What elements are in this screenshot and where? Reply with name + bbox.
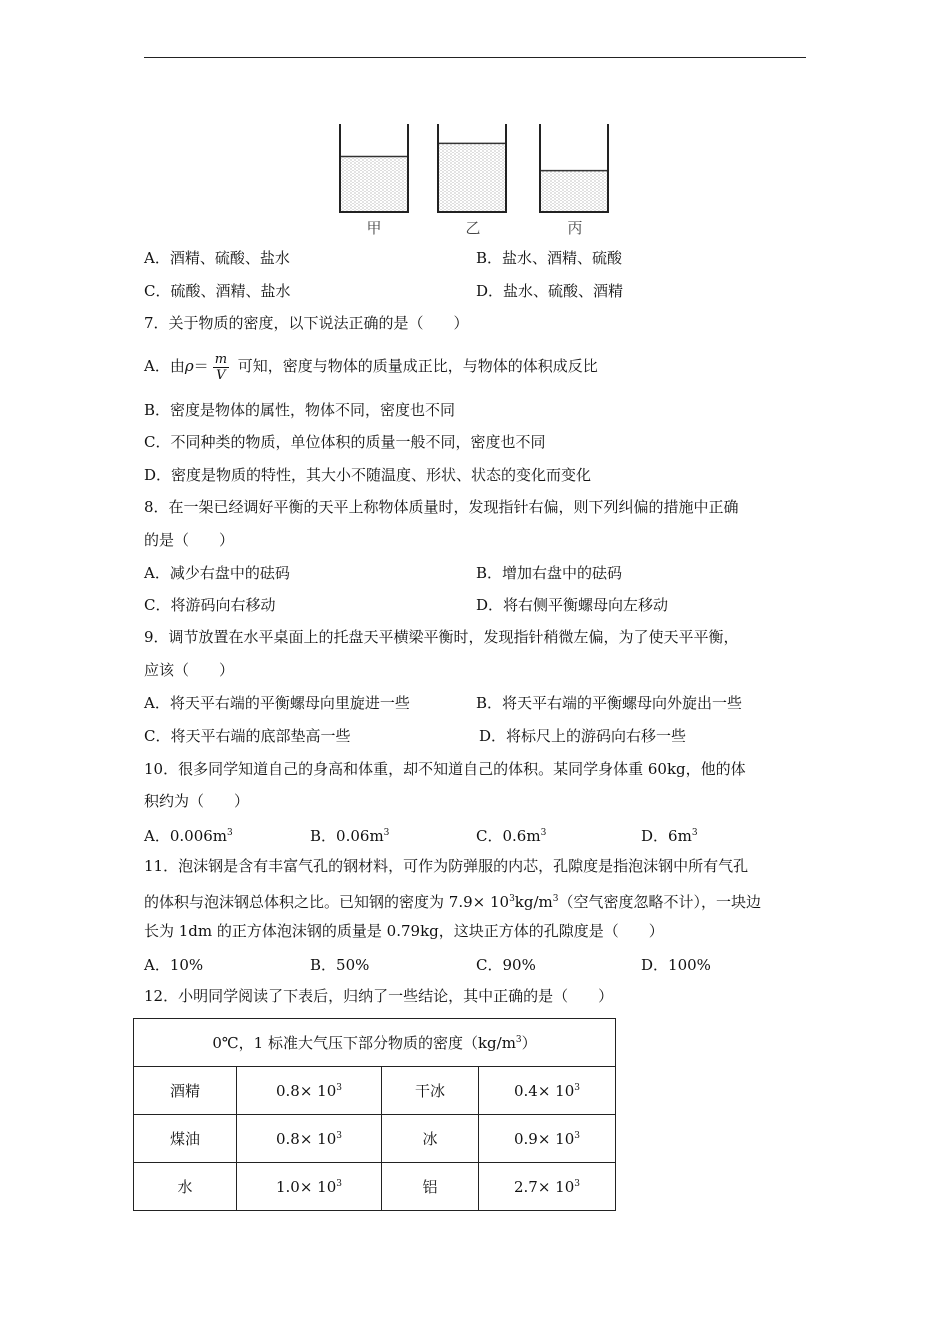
q7-option-c: C．不同种类的物质，单位体积的质量一般不同，密度也不同 — [144, 433, 546, 451]
q6-option-b: B．盐水、酒精、硫酸 — [476, 249, 623, 267]
q9-option-b: B．将天平右端的平衡螺母向外旋出一些 — [476, 694, 743, 712]
beaker-jia-liquid — [340, 157, 408, 212]
q8-option-b: B．增加右盘中的砝码 — [476, 564, 623, 582]
q8-option-d: D．将右侧平衡螺母向左移动 — [476, 596, 669, 614]
table-cell-substance: 铝 — [382, 1163, 479, 1211]
q7-option-a: A．由ρ＝ $\frac{m}{V}$ 可知，密度与物体的质量成正比，与物体的体积成反比 — [144, 351, 598, 383]
q10-option-b: B．$0.06m^3$ — [310, 827, 390, 845]
table-row — [134, 1163, 616, 1211]
q9-option-d: D．将标尺上的游码向右移一些 — [479, 727, 687, 745]
table-cell-density: $2.7\times 10^3$ — [479, 1163, 616, 1211]
q9-stem-line2: 应该（ ） — [144, 661, 235, 679]
q9-option-c: C．将天平右端的底部垫高一些 — [144, 727, 351, 745]
header-rule — [144, 57, 806, 58]
table-cell-density: $0.9\times 10^3$ — [479, 1115, 616, 1163]
q8-stem-line2: 的是（ ） — [144, 531, 235, 549]
q8-stem-line1: 8．在一架已经调好平衡的天平上称物体质量时，发现指针右偏，则下列纠偏的措施中正确 — [144, 498, 739, 516]
q6-option-a: A．酒精、硫酸、盐水 — [144, 249, 290, 267]
table-cell-density: $0.8\times 10^3$ — [237, 1067, 382, 1115]
beaker-label-bing: 丙 — [567, 219, 583, 237]
beaker-yi-liquid — [438, 143, 506, 212]
table-cell-density: $0.8\times 10^3$ — [237, 1115, 382, 1163]
table-cell-substance: 煤油 — [134, 1115, 237, 1163]
table-cell-substance: 酒精 — [134, 1067, 237, 1115]
q10-stem-line2: 积约为（ ） — [144, 792, 250, 810]
q11-option-a: A．10% — [144, 956, 204, 974]
table-title: 0℃，1 标准大气压下部分物质的密度$(kg/m^3)$ — [134, 1019, 616, 1067]
q6-option-d: D．盐水、硫酸、酒精 — [476, 282, 624, 300]
density-table — [133, 1018, 616, 1211]
table-cell-substance: 水 — [134, 1163, 237, 1211]
table-cell-density: $1.0\times 10^3$ — [237, 1163, 382, 1211]
table-row — [134, 1067, 616, 1115]
table-row — [134, 1115, 616, 1163]
q11-stem-line2: 的体积与泡沫钢总体积之比。已知钢的密度为 $7.9\times 10^3kg/m^3$（空气密度忽略不计），一块边 — [144, 893, 762, 911]
q8-option-c: C．将游码向右移动 — [144, 596, 276, 614]
q11-option-b: B．50% — [310, 956, 370, 974]
table-cell-substance: 干冰 — [382, 1067, 479, 1115]
q10-option-c: C．$0.6m^3$ — [476, 827, 547, 845]
q9-stem-line1: 9．调节放置在水平桌面上的托盘天平横梁平衡时，发现指针稍微左偏，为了使天平平衡， — [144, 628, 739, 646]
q10-option-d: D．$6m^3$ — [641, 827, 698, 845]
beaker-bing-liquid — [540, 171, 608, 212]
q7-option-b: B．密度是物体的属性，物体不同，密度也不同 — [144, 401, 456, 419]
q8-option-a: A．减少右盘中的砝码 — [144, 564, 290, 582]
density-fraction: $\frac{m}{V}$ — [214, 351, 228, 383]
q12-stem: 12．小明同学阅读了下表后，归纳了一些结论，其中正确的是（ ） — [144, 987, 614, 1005]
table-cell-density: $0.4\times 10^3$ — [479, 1067, 616, 1115]
q10-stem-line1: 10．很多同学知道自己的身高和体重，却不知道自己的体积。某同学身体重 60kg，他的体 — [144, 760, 746, 778]
q7-stem: 7．关于物质的密度，以下说法正确的是（ ） — [144, 314, 469, 332]
q7-option-d: D．密度是物质的特性，其大小不随温度、形状、状态的变化而变化 — [144, 466, 592, 484]
beaker-label-jia: 甲 — [366, 219, 382, 237]
q11-stem-line1: 11．泡沫钢是含有丰富气孔的钢材料，可作为防弹服的内芯，孔隙度是指泡沫钢中所有气孔 — [144, 857, 749, 875]
q10-option-a: A．$0.006m^3$ — [144, 827, 233, 845]
q9-option-a: A．将天平右端的平衡螺母向里旋进一些 — [144, 694, 410, 712]
q11-option-c: C．90% — [476, 956, 536, 974]
table-cell-substance: 冰 — [382, 1115, 479, 1163]
q11-stem-line3: 长为 1dm 的正方体泡沫钢的质量是 0.79kg，这块正方体的孔隙度是（ ） — [144, 922, 664, 940]
q6-option-c: C．硫酸、酒精、盐水 — [144, 282, 291, 300]
beaker-label-yi: 乙 — [465, 219, 481, 237]
q11-option-d: D．100% — [641, 956, 711, 974]
beakers-figure — [330, 120, 630, 240]
table-header-row — [134, 1019, 616, 1067]
